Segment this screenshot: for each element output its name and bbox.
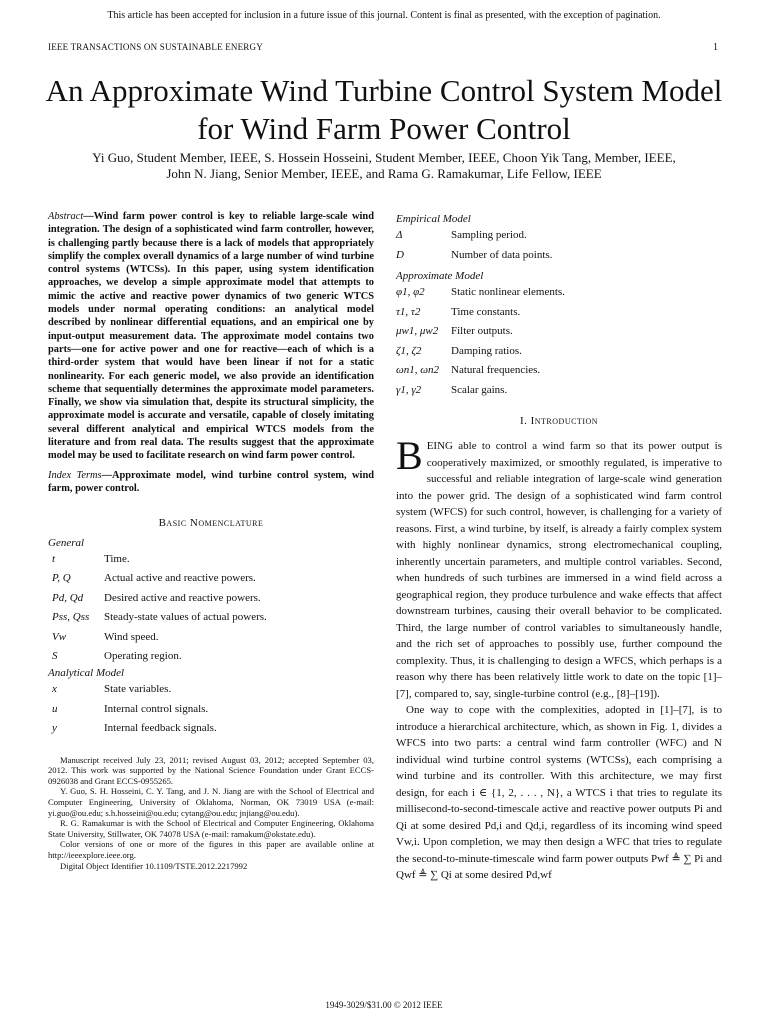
- abstract: [48, 210, 374, 463]
- nomenclature-row: [396, 246, 722, 266]
- nomenclature-desc: Sampling period.: [451, 229, 527, 241]
- index-terms-label: Index Terms: [48, 469, 102, 481]
- nomenclature-desc: Time.: [104, 552, 130, 565]
- acceptance-notice: This article has been accepted for inclusion in a future issue of this journal. Content is final as presented, with the exception of pagination.: [107, 10, 661, 21]
- nomenclature-desc: Operating region.: [104, 650, 182, 663]
- nomenclature-symbol: Δ: [396, 229, 403, 241]
- nomenclature-row: [396, 361, 722, 381]
- footnote: Color versions of one or more of the figures in this paper are available online at http://ieeexplore.ieee.org.: [48, 839, 374, 860]
- nomenclature-row: [396, 322, 722, 342]
- nomenclature-desc: Filter outputs.: [451, 325, 513, 337]
- section-heading-introduction: I. Introduction: [519, 415, 599, 427]
- footnote: Manuscript received July 23, 2011; revised August 03, 2012; accepted September 03, 2012. This work was supported by the National Science Foundation under Grant ECCS-0926038 and Grant ECCS-0955265.: [48, 754, 374, 786]
- nomenclature-group-title: Approximate Model: [396, 270, 484, 282]
- nomenclature-symbol: τ1, τ2: [396, 305, 421, 318]
- copyright-footer: 1949-3029/$31.00 © 2012 IEEE: [325, 1000, 443, 1010]
- nomenclature-general: [48, 537, 374, 667]
- nomenclature-desc: Damping ratios.: [451, 344, 522, 357]
- intro-paragraph-1: [396, 433, 722, 702]
- right-column: [396, 212, 722, 884]
- nomenclature-row: [396, 303, 722, 323]
- nomenclature-symbol: μw1, μw2: [396, 325, 439, 337]
- nomenclature-symbol: S: [52, 650, 58, 663]
- nomenclature-desc: Scalar gains.: [451, 383, 508, 396]
- footnotes: [48, 755, 374, 872]
- nomenclature-row: [48, 608, 374, 628]
- nomenclature-row: [48, 550, 374, 570]
- nomenclature-desc: Internal control signals.: [104, 702, 209, 715]
- nomenclature-desc: Internal feedback signals.: [104, 722, 217, 735]
- nomenclature-symbol: γ1, γ2: [396, 383, 422, 396]
- abstract-text: —Wind farm power control is key to reliable large-scale wind integration. The design of a sophisticated wind farm controller, however, is challenging partly because there is a lack of models that appropriately simplify the complex overall dynamics of a large number of wind turbine control systems (WTCSs). In this paper, using system identification approaches, we develop a simple approximate model that attempts to mimic the active and reactive power dynamics of two generic WTCS models under normal operating conditions: an analytical model described by nonlinear differential equations, and an empirical one by input-output measurement data. The approximate model contains two parts—one for active power and one for reactive—each of which is a third-order system that would have been linear if not for a static nonlinearity. For each generic model, we also provide an identification scheme that sequentially determines the approximate model parameters. Finally, we show via simulation that, despite its structural simplicity, the approximate model is accurate and versatile, capable of closely imitating several different analytical and empirical WTCS models from the literature and from real data. The results suggest that the approximate model may be used to facilitate research on wind farm power control.: [48, 211, 374, 462]
- nomenclature-symbol: t: [52, 552, 56, 565]
- nomenclature-desc: Desired active and reactive powers.: [104, 591, 261, 604]
- nomenclature-row: [48, 569, 374, 589]
- drop-cap: B: [396, 433, 423, 478]
- nomenclature-symbol: φ1, φ2: [396, 286, 425, 298]
- nomenclature-desc: Actual active and reactive powers.: [104, 572, 256, 585]
- nomenclature-row: [396, 226, 722, 246]
- paper-title: An Approximate Wind Turbine Control System Model for Wind Farm Power Control: [45, 73, 723, 146]
- nomenclature-row: [48, 680, 374, 700]
- nomenclature-symbol: ωn1, ωn2: [396, 364, 440, 376]
- nomenclature-symbol: x: [52, 683, 57, 696]
- nomenclature-approximate: [396, 269, 722, 400]
- nomenclature-desc: Steady-state values of actual powers.: [104, 611, 267, 624]
- nomenclature-row: [48, 589, 374, 609]
- footnote: R. G. Ramakumar is with the School of Electrical and Computer Engineering, Oklahoma State University, Stillwater, OK 74078 USA (e-mail: ramakum@okstate.edu).: [48, 818, 374, 839]
- nomenclature-symbol: u: [52, 702, 58, 715]
- nomenclature-empirical: [396, 212, 722, 265]
- authors-line-1: Yi Guo, Student Member, IEEE, S. Hossein Hosseini, Student Member, IEEE, Choon Yik Tang, Member, IEEE,: [92, 150, 676, 165]
- nomenclature-symbol: ζ1, ζ2: [396, 344, 422, 357]
- nomenclature-row: [396, 381, 722, 401]
- nomenclature-symbol: P, Q: [52, 572, 71, 585]
- nomenclature-symbol: Vw: [52, 630, 67, 643]
- index-terms-text: —Approximate model, wind turbine control system, wind farm, power control.: [48, 469, 375, 494]
- nomenclature-group-title: General: [48, 536, 85, 549]
- nomenclature-desc: State variables.: [104, 683, 172, 696]
- nomenclature-desc: Natural frequencies.: [451, 364, 541, 376]
- nomenclature-title: Basic Nomenclature: [158, 517, 264, 530]
- nomenclature-analytical: [48, 667, 374, 739]
- nomenclature-row: [48, 719, 374, 739]
- nomenclature-group-title: Empirical Model: [396, 213, 471, 225]
- nomenclature-group-title: Analytical Model: [48, 666, 125, 679]
- left-column: [48, 210, 374, 871]
- page-number: 1: [713, 42, 718, 53]
- nomenclature-row: [48, 628, 374, 648]
- nomenclature-row: [48, 647, 374, 667]
- nomenclature-symbol: Pd, Qd: [52, 591, 84, 604]
- nomenclature-desc: Time constants.: [451, 305, 521, 318]
- intro-paragraph-1-text: EING able to control a wind farm so that its power output is cooperatively maximized, or smoothly regulated, is imperative to successful and reliable integration of large-scale wind generation into the power grid. The design of a sophisticated wind farm control system (WFCS) for such control, however, is challenging for a variety of reasons. First, a wind turbine, by itself, is already a fairly complex system with highly nonlinear dynamics, strong electromechanical coupling, inherently uncertain parameters, and multiple control variables. Second, when hundreds of such turbines are immersed in a wind field across a geographical region, they produce turbulence and wake effects that affect downstream turbines, causing their overall behavior to be complicated. Third, the large number of control variables to simultaneously handle, and the rich set of approaches to possibly use, further compound the complexity. Thus, it is challenging to design a WFCS, which perhaps is a reason why there has been relatively little work to date on the topic [1]–[7], compared to, say, single-turbine control (e.g., [8]–[19]).: [396, 440, 722, 700]
- index-terms: [48, 469, 374, 496]
- nomenclature-symbol: Pss, Qss: [52, 611, 90, 624]
- nomenclature-row: [396, 283, 722, 303]
- nomenclature-desc: Number of data points.: [451, 248, 553, 261]
- authors-line-2: John N. Jiang, Senior Member, IEEE, and Rama G. Ramakumar, Life Fellow, IEEE: [166, 166, 602, 181]
- footnote: Y. Guo, S. H. Hosseini, C. Y. Tang, and J. N. Jiang are with the School of Electrical and Computer Engineering, University of Oklahoma, Norman, OK 73019 USA (e-mail: yi.guo@ou.edu; s.h.hosseini@ou.edu; cytang@ou.edu; jnjiang@ou.edu).: [48, 786, 374, 818]
- journal-header: IEEE TRANSACTIONS ON SUSTAINABLE ENERGY: [48, 42, 263, 52]
- nomenclature-row: [48, 700, 374, 720]
- nomenclature-symbol: y: [52, 722, 57, 735]
- footnote-doi: Digital Object Identifier 10.1109/TSTE.2012.2217992: [60, 860, 248, 871]
- nomenclature-symbol: D: [396, 248, 404, 261]
- abstract-label: Abstract: [48, 211, 84, 222]
- nomenclature-desc: Wind speed.: [104, 630, 159, 643]
- nomenclature-row: [396, 342, 722, 362]
- nomenclature-desc: Static nonlinear elements.: [451, 286, 565, 298]
- author-list: [40, 150, 728, 182]
- intro-paragraph-2: One way to cope with the complexities, adopted in [1]–[7], is to introduce a hierarchical architecture, which, as shown in Fig. 1, divides a WFCS into two parts: a central wind farm controller (WFC) and N individual wind turbine control systems (WTCSs), each comprising a wind turbine and its controller. With this architecture, we may first design, for each i ∈ {1, 2, . . . , N}, a WTCS i that tries to regulate its millisecond-to-second-timescale active and reactive power outputs Pi and Qi at some desired Pd,i and Qd,i, regardless of its incoming wind speed Vw,i. Upon completion, we may then design a WFC that tries to regulate the second-to-minute-timescale wind farm power outputs Pwf ≜ ∑ Pi and Qwf ≜ ∑ Qi at some desired Pd,wf: [396, 704, 722, 881]
